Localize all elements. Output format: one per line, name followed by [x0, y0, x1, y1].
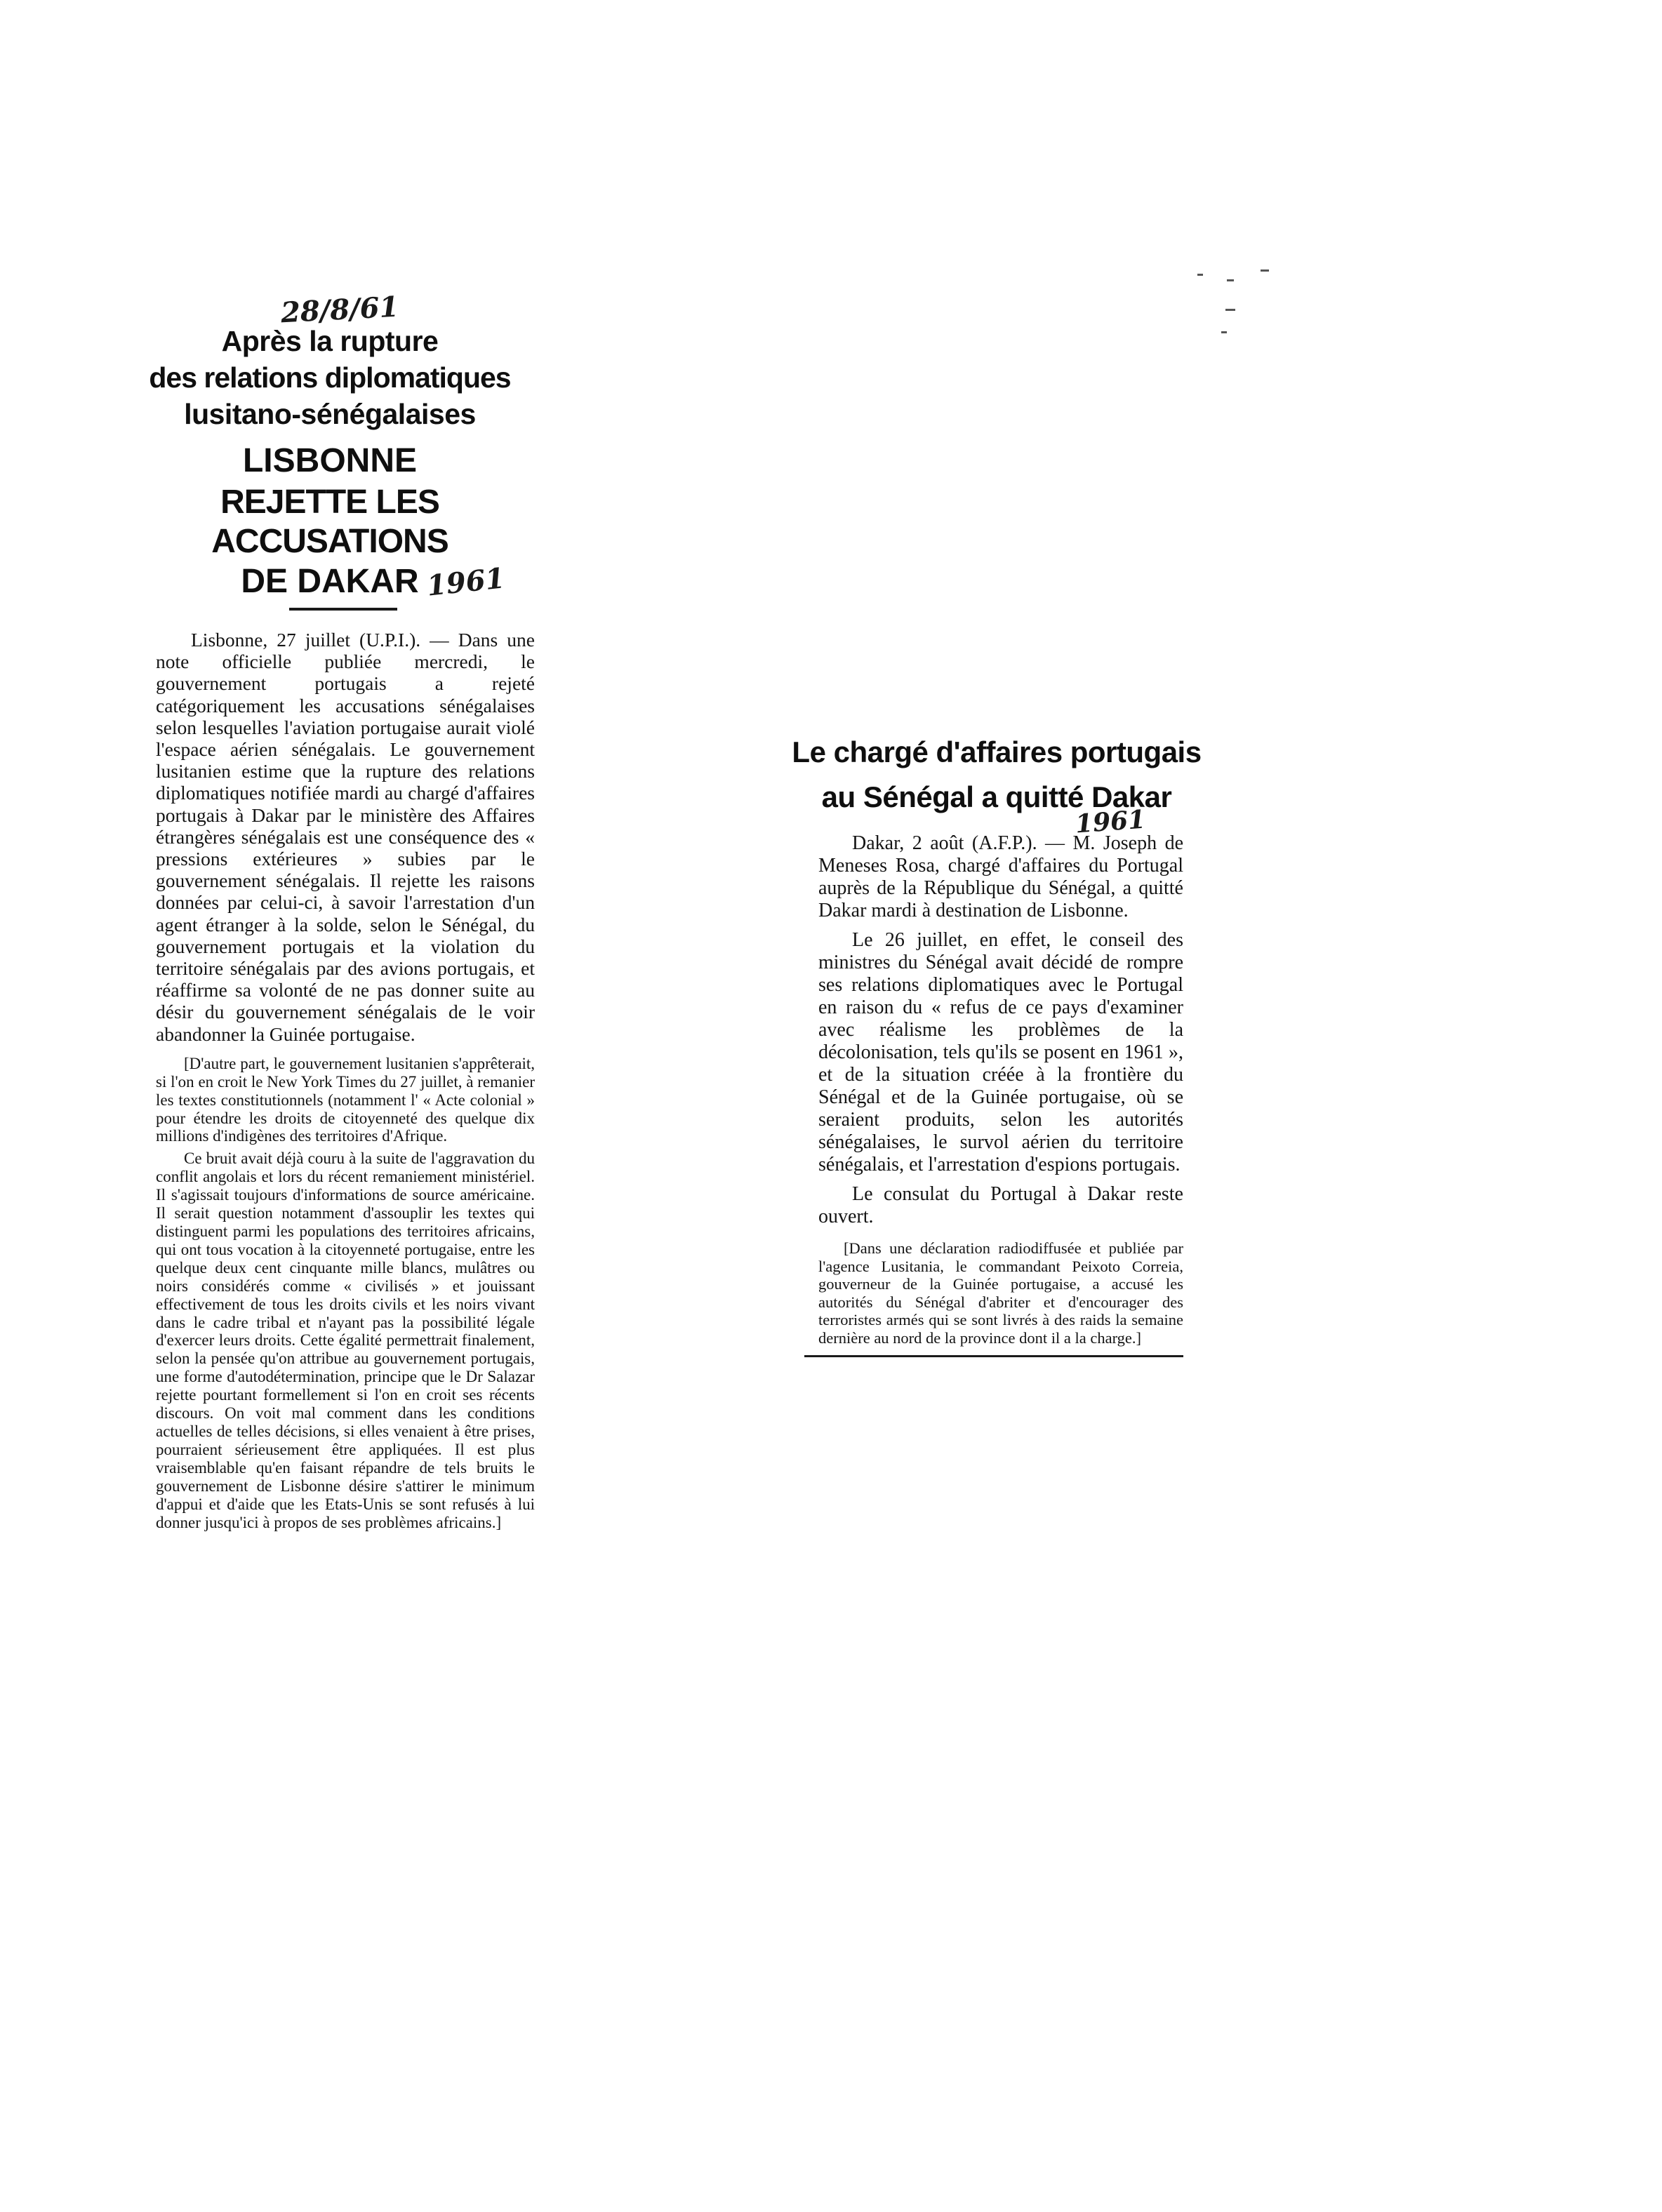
handwritten-year: 1961 [1074, 804, 1147, 839]
article-paragraph: Le consulat du Portugal à Dakar reste ouvert. [818, 1183, 1183, 1227]
headline-rule [289, 608, 397, 611]
headline-line: DE DAKAR [241, 563, 419, 600]
article-paragraph: Lisbonne, 27 juillet (U.P.I.). — Dans une note officielle publiée mercredi, le gouvernement portugais a rejeté catégoriquement les accusations sénégalaises selon lesquelles l'aviation portugaise aurait violé l'espace aérien sénégalais. Le gouvernement lusitanien estime que la rupture des relations diplomatiques notifiée mardi au chargé d'affaires portugais à Dakar par le ministère des Affaires étrangères sénégalais est une conséquence des « pressions extérieures » subies par le gouvernement sénégalais. Il rejette les raisons données par celui-ci, à savoir l'arrestation d'un agent étranger à la solde, selon le Sénégal, du gouvernement portugais et la violation du territoire sénégalais par des avions portugais, et réaffirme sa volonté de ne pas donner suite au désir du gouvernement sénégalais de le voir abandonner la Guinée portugaise. [156, 629, 535, 1045]
headline-line: REJETTE LES ACCUSATIONS [211, 484, 448, 560]
scan-speck [1221, 331, 1227, 333]
headline-line: au Sénégal a quitté Dakar [821, 780, 1172, 813]
left-headline [133, 323, 526, 602]
handwritten-year: 1961 [425, 561, 507, 603]
headline-line: des relations diplomatiques [149, 361, 511, 394]
handwritten-date: 28/8/61 [279, 290, 400, 330]
headline-line: LISBONNE [242, 442, 417, 479]
right-article-body [818, 832, 1183, 1357]
headline-line: lusitano-sénégalaises [184, 398, 476, 430]
note-paragraph: [Dans une déclaration radiodiffusée et publiée par l'agence Lusitania, le commandant Peixoto Correia, gouverneur de la Guinée portugaise, a accusé les autorités du Sénégal d'abriter et d'encourager des terroristes armés qui se sont livrés à des raids la semaine dernière au nord de la province dont il a la charge.] [818, 1239, 1183, 1347]
headline-line: Après la rupture [221, 325, 439, 357]
scan-speck [1227, 279, 1234, 281]
article-paragraph: Dakar, 2 août (A.F.P.). — M. Joseph de Meneses Rosa, chargé d'affaires du Portugal auprès de la République du Sénégal, a quitté Dakar mardi à destination de Lisbonne. [818, 832, 1183, 921]
end-rule [804, 1355, 1183, 1357]
article-paragraph: Le 26 juillet, en effet, le conseil des ministres du Sénégal avait décidé de rompre ses relations diplomatiques avec le Portugal en raison du « refus de ce pays d'examiner avec réalisme les problèmes de la décolonisation, tels qu'ils se posent en 1961 », et de la situation créée à la frontière du Sénégal et de la Guinée portugaise, où se seraient produits, selon les autorités sénégalaises, le survol aérien du territoire sénégalais, et l'arrestation d'espions portugais. [818, 929, 1183, 1175]
scan-speck [1225, 309, 1235, 311]
scan-speck [1261, 269, 1269, 272]
note-paragraph: Ce bruit avait déjà couru à la suite de l'aggravation du conflit angolais et lors du récent remaniement ministériel. Il s'agissait toujours d'informations de source américaine. Il serait question notamment d'assouplir les textes qui distinguent parmi les populations des territoires africains, qui ont tous vocation à la citoyenneté portugaise, entre les quelque deux cent cinquante mille blancs, mulâtres ou noirs considérés comme « civilisés » et jouissant effectivement de tous les droits civils et les noirs vivant dans le cadre tribal et n'ayant pas la possibilité légale d'exercer leurs droits. Cette égalité permettrait finalement, selon la pensée qu'on attribue au gouvernement portugais, une forme d'autodétermination, principe que le Dr Salazar rejette pourtant formellement si l'on en croit ses récents discours. On voit mal comment dans les conditions actuelles de telles décisions, si elles venaient à être prises, pourraient sérieusement être appliquées. Il est plus vraisemblable qu'en faisant répandre de tels bruits le gouvernement de Lisbonne désire s'attirer le minimum d'appui et d'aide que les Etats-Unis se sont refusés à lui donner jusqu'ici à propos de ses problèmes africains.] [156, 1150, 535, 1531]
scan-speck [1197, 274, 1203, 276]
headline-line: Le chargé d'affaires portugais [792, 735, 1202, 768]
note-paragraph: [D'autre part, le gouvernement lusitanien s'apprêterait, si l'on en croit le New York Times du 27 juillet, à remanier les textes constitutionnels (notamment l' « Acte colonial » pour étendre les droits de citoyenneté des quelque dix millions d'indigènes des territoires d'Afrique. [156, 1054, 535, 1145]
left-article-body [156, 629, 535, 1531]
